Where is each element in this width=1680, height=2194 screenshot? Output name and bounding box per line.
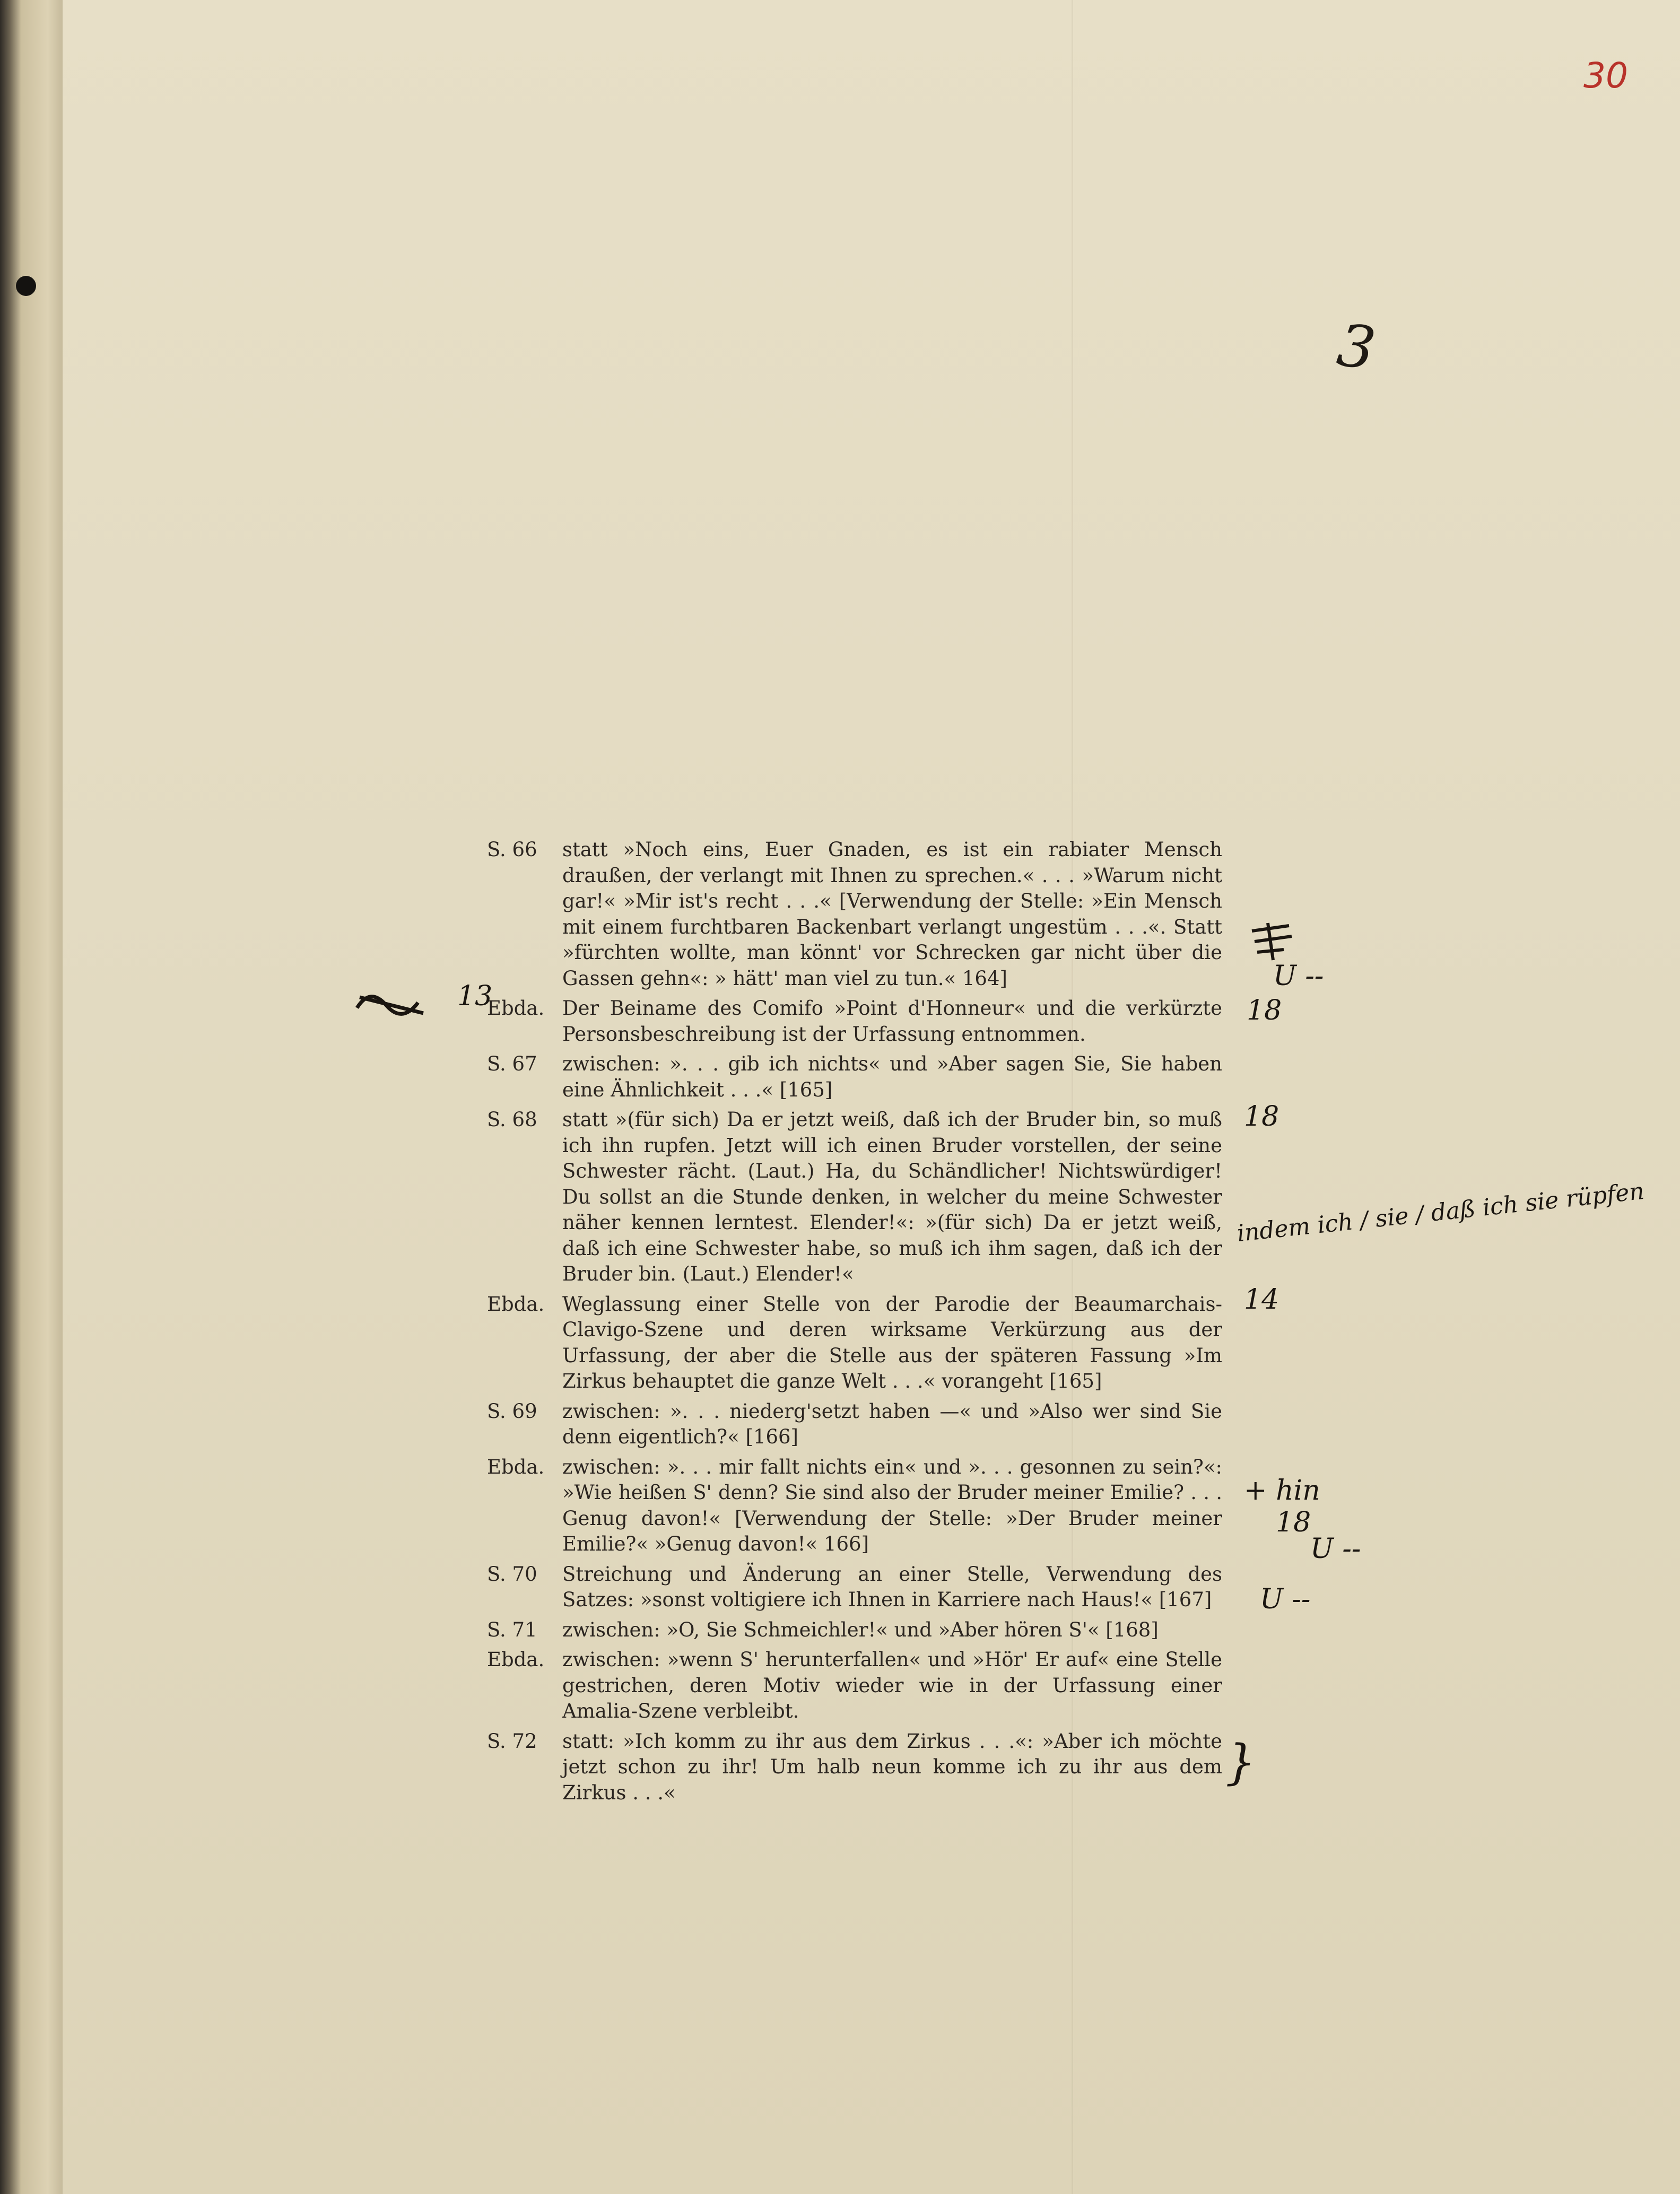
entry-ref: S. 72 [487, 1729, 537, 1753]
entry-text: zwischen: »O, Sie Schmeichler!« und »Aber hören S'« [168] [562, 1618, 1159, 1641]
annotation-margin-number: 18 [1247, 995, 1282, 1026]
previous-page-edge [0, 0, 67, 2194]
entry-text: zwischen: »wenn S' herunterfallen« und »Hör' Er auf« eine Stelle gestrichen, deren Motiv wieder wie in der Urfassung einer Amalia-Szene verbleibt. [562, 1648, 1222, 1722]
entry-ebda-2 [487, 1292, 1222, 1395]
entry-ref: S. 69 [487, 1399, 537, 1423]
entry-ebda-4 [487, 1647, 1222, 1725]
entry-s70 [487, 1562, 1222, 1613]
top-margin-mark: 3 [1333, 310, 1380, 384]
entry-s71 [487, 1617, 1222, 1643]
annotation-u-dash: U -- [1310, 1533, 1361, 1565]
entry-s68 [487, 1107, 1222, 1287]
entry-text: Der Beiname des Comifo »Point d'Honneur« und die verkürzte Personsbeschreibung ist der Urfassung entnommen. [562, 997, 1222, 1046]
entry-ref: S. 66 [487, 838, 537, 861]
entry-text: Streichung und Änderung an einer Stelle, Verwendung des Satzes: »sonst voltigiere ich Ihnen in Karriere nach Haus!« [167] [562, 1562, 1222, 1611]
annotation-margin-number: 13 [457, 980, 493, 1012]
annotation-margin-number: 18 [1276, 1507, 1311, 1538]
entry-ref: S. 68 [487, 1108, 537, 1131]
entry-ref: S. 67 [487, 1052, 537, 1075]
annotation-brace: } [1225, 1735, 1256, 1790]
entry-ref: Ebda. [487, 997, 545, 1020]
entry-text: statt »(für sich) Da er jetzt weiß, daß ich der Bruder bin, so muß ich ihn rupfen. Jetzt will ich einen Bruder vorstellen, der seine Schwester rächt. (Laut.) Ha, du Schändlicher! Nichtswürdiger! Du sollst an die Stunde denken, in welcher du meine Schwester näher kennen lerntest. Elender!«: »(für sich) Da er jetzt weiß, daß ich eine Schwester habe, so muß ich ihm sagen, daß ich der Bruder bin. (Laut.) Elender!« [562, 1108, 1222, 1285]
annotation-insertion: indem ich / sie / daß ich sie rüpfen [1235, 1177, 1646, 1248]
entry-s72 [487, 1729, 1222, 1806]
annotation-margin-number: 14 [1244, 1284, 1279, 1316]
entry-text: zwischen: ». . . gib ich nichts« und »Aber sagen Sie, Sie haben eine Ähnlichkeit . . .« [165] [562, 1052, 1222, 1101]
entry-text: statt »Noch eins, Euer Gnaden, es ist ein rabiater Mensch draußen, der verlangt mit Ihnen zu sprechen.« . . . »Warum nicht gar!« »Mir ist's recht . . .« [Verwendung der Stelle: »Ein Mensch mit einem furchtbaren Backenbart verlangt ungestüm . . .«. Statt »fürchten wollte, man könnt' vor Schrecken gar nicht über die Gassen gehn«: » hätt' man viel zu tun.« 164] [562, 838, 1222, 990]
entry-text: statt: »Ich komm zu ihr aus dem Zirkus . . .«: »Aber ich möchte jetzt schon zu ihr! Um halb neun komme ich zu ihr aus dem Zirkus . . .« [562, 1729, 1222, 1804]
annotation-margin-number: 18 [1244, 1101, 1279, 1133]
entry-text: zwischen: ». . . niederg'setzt haben —« und »Also wer sind Sie denn eigentlich?« [166] [562, 1399, 1222, 1448]
page-number: 30 [1583, 55, 1628, 96]
binding-hole [16, 276, 36, 296]
annotation-insertion: + hin [1244, 1475, 1320, 1507]
entry-text: zwischen: ». . . mir fallt nichts ein« und ». . . gesonnen zu sein?«: »Wie heißen S' denn? Sie sind also der Bruder meiner Emilie? . . . Genug davon!« [Verwendung der Stelle: »Der Bruder meiner Emilie?« »Genug davon!« 166] [562, 1455, 1222, 1555]
entry-s67 [487, 1051, 1222, 1103]
entry-text: Weglassung einer Stelle von der Parodie der Beaumarchais-Clavigo-Szene und deren wirksame Verkürzung aus der Urfassung, der aber die Stelle aus der späteren Fassung »Im Zirkus behauptet die ganze Welt . . .« vorangeht [165] [562, 1292, 1222, 1392]
entry-ebda-3 [487, 1455, 1222, 1557]
entry-list [487, 837, 1222, 1810]
scribble-mark [1247, 920, 1300, 963]
entry-ref: Ebda. [487, 1292, 545, 1316]
annotation-u-dash: U -- [1260, 1583, 1311, 1615]
scribble-mark [354, 981, 429, 1024]
entry-ref: Ebda. [487, 1648, 545, 1671]
entry-ref: S. 70 [487, 1562, 537, 1586]
entry-s66 [487, 837, 1222, 991]
entry-s69 [487, 1399, 1222, 1450]
entry-ref: S. 71 [487, 1618, 537, 1641]
entry-ebda-1 [487, 996, 1222, 1047]
annotation-u-dash: U -- [1273, 960, 1324, 992]
entry-ref: Ebda. [487, 1455, 545, 1478]
